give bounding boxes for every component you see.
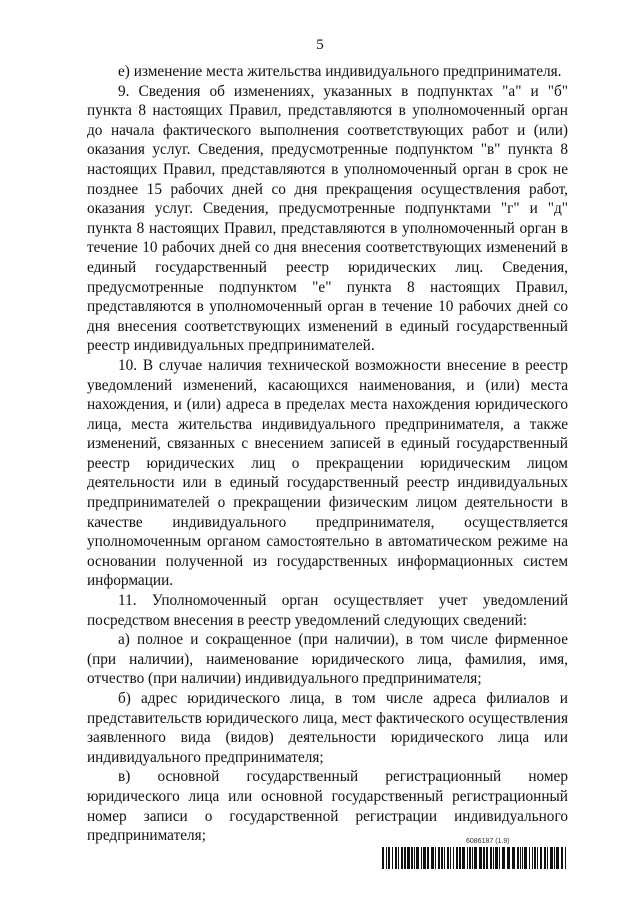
paragraph-11: 11. Уполномоченный орган осуществляет учет уведомлений посредством внесения в реестр уведомлений следующих сведений: — [87, 592, 568, 629]
paragraph-item-e: е) изменение места жительства индивидуального предпринимателя. — [118, 63, 562, 80]
page-number: 5 — [316, 37, 324, 53]
paragraph-9: 9. Сведения об изменениях, указанных в подпунктах "а" и "б" пункта 8 настоящих Правил, представляются в уполномоченный орган до начала фактического выполнения соответствующих работ и (или) оказания услуг. Сведения, предусмотренные подпунктом "в" пункта 8 настоящих Правил, представляются в уполномоченный орган в срок не позднее 15 рабочих дней со дня прекращения осуществления работ, оказания услуг. Сведения, предусмотренные подпунктами "г" и "д" пункта 8 настоящих Правил, представляются в уполномоченный орган в течение 10 рабочих дней со дня внесения соответствующих изменений в единый государственный реестр юридических лиц. Сведения, предусмотренные подпунктом "е" пункта 8 настоящих Правил, представляются в уполномоченный орган в течение 10 рабочих дней со дня внесения соответствующих изменений в единый государственный реестр индивидуальных предпринимателей. — [87, 82, 568, 355]
document-code: 6086187 (1.9) — [466, 838, 510, 845]
paragraph-10: 10. В случае наличия технической возможности внесение в реестр уведомлений изменений, касающихся наименования, и (или) места нахождения, и (или) адреса в пределах места нахождения юридического лица, места жительства индивидуального предпринимателя, а также изменений, связанных с внесением записей в единый государственный реестр юридических лиц о прекращении юридическим лицом деятельности или в единый государственный реестр индивидуальных предпринимателей о прекращении физическим лицом деятельности в качестве индивидуального предпринимателя, осуществляется уполномоченным органом самостоятельно в автоматическом режиме на основании полученной из государственных информационных систем информации. — [87, 356, 568, 590]
paragraph-11-a: а) полное и сокращенное (при наличии), в том числе фирменное (при наличии), наименование юридического лица, фамилия, имя, отчество (при наличии) индивидуального предпринимателя; — [87, 631, 568, 688]
document-body — [87, 62, 568, 846]
paragraph-11-b: б) адрес юридического лица, в том числе адреса филиалов и представительств юридического лица, мест фактического осуществления заявленного вида (видов) деятельности юридического лица или индивидуального предпринимателя; — [87, 690, 568, 766]
paragraph-11-v: в) основной государственный регистрационный номер юридического лица или основной государственный регистрационный номер записи о государственной регистрации индивидуального предпринимателя; — [87, 768, 568, 845]
barcode-icon — [382, 847, 568, 869]
